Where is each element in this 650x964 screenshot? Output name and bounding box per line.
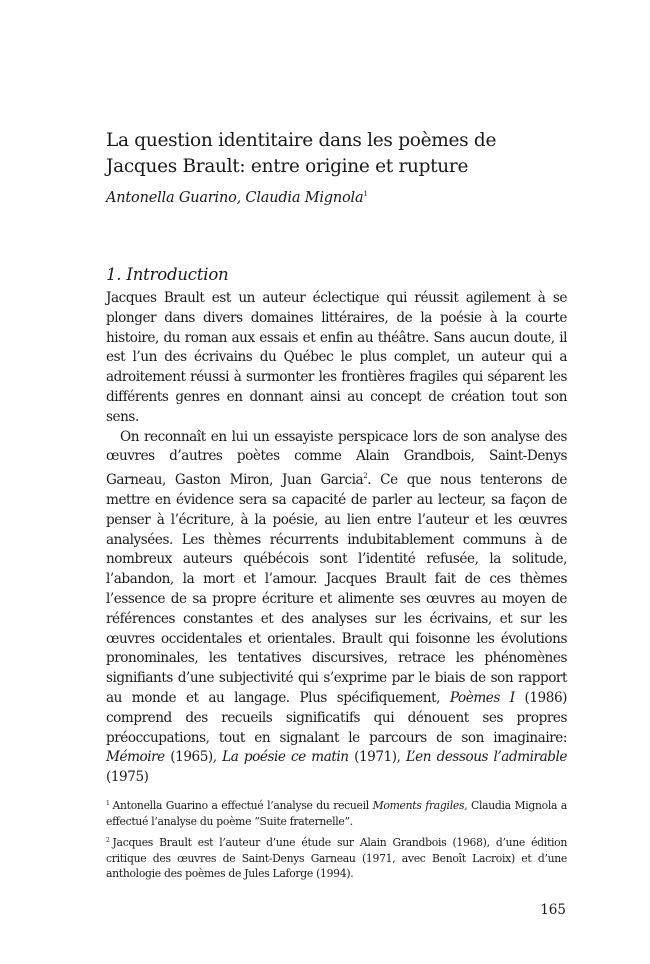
page-number: 165 bbox=[540, 902, 566, 918]
paragraph-2-part-2: . Ce que nous tenterons de mettre en évidence sera sa capacité de parler au lecteur, sa façon de penser à l’écriture, à la poésie, au lien entre l’auteur et les œuvres analysées. Les thèmes récurrents indubitablement communs à de nombreux auteurs québécois sont l’identité refusée, la solitude, l’abandon, la mort et l’amour. Jacques Brault fait de ces thèmes l’essence de sa propre écriture et alimente ses œuvres au moyen de références constantes et des analyses sur les écrivains, et sur les œuvres occidentales et orientales. Brault qui foisonne les évolutions pronominales, les tentatives discursives, retrace les phénomènes signifiants d’une subjectivité qui s’exprime par le biais de son rapport au monde et au langage. Plus spécifiquement, bbox=[106, 472, 567, 706]
footnote-2-mark: 2 bbox=[106, 837, 110, 844]
body-text bbox=[106, 289, 567, 788]
footnote-2 bbox=[106, 833, 567, 882]
work-title-moments-fragiles: Moments fragiles bbox=[372, 799, 465, 812]
work-title-poemes-i: Poèmes I bbox=[449, 689, 515, 706]
section-heading: 1. Introduction bbox=[106, 265, 229, 284]
footnotes bbox=[106, 796, 567, 882]
footnote-mark-2: 2 bbox=[363, 472, 368, 481]
paragraph-2-part-1: On reconnaît en lui un essayiste perspicace lors de son analyse des œuvres d’autres poètes comme Alain Grandbois, Saint-Denys Garneau, Gaston Miron, Juan Garcia bbox=[106, 428, 567, 489]
work-title-memoire: Mémoire bbox=[106, 749, 165, 766]
footnote-1-part-2: , Claudia Mignola a effectué l’analyse du poème “Suite fraternelle”. bbox=[106, 799, 567, 828]
paragraph-2-part-4: (1965), bbox=[164, 749, 223, 766]
footnote-1-part-1: Antonella Guarino a effectué l’analyse du recueil bbox=[112, 799, 373, 812]
chapter-authors bbox=[106, 183, 368, 209]
work-title-l-en-dessous-l-admirable: L’en dessous l’admirable bbox=[405, 749, 568, 766]
paragraph-1: Jacques Brault est un auteur éclectique qui réussit agilement à se plonger dans divers domaines littéraires, de la poésie à la courte histoire, du roman aux essais et enfin au théâtre. Sans aucun doute, il est l’un des écrivains du Québec le plus complet, un auteur qui a adroitement réussi à surmonter les frontières fragiles qui séparent les différents genres en donnant ainsi au concept de création tout son sens. bbox=[106, 290, 567, 425]
paragraph-2 bbox=[106, 428, 567, 788]
work-title-la-poesie-ce-matin: La poésie ce matin bbox=[222, 749, 349, 766]
footnote-1 bbox=[106, 796, 567, 829]
chapter-title: La question identitaire dans les poèmes de Jacques Brault: entre origine et rupture bbox=[106, 130, 497, 177]
paragraph-2-part-5: (1971), bbox=[348, 749, 406, 766]
authors-names: Antonella Guarino, Claudia Mignola bbox=[106, 190, 364, 206]
paragraph-2-part-6: (1975) bbox=[106, 769, 149, 786]
footnote-mark-1: 1 bbox=[363, 190, 368, 198]
paragraph-2-part-3: (1986) comprend des recueils significatifs qui dénouent ses propres préoccupations, tout en signalant le parcours de son imaginaire: bbox=[106, 689, 568, 746]
footnote-1-mark: 1 bbox=[106, 800, 110, 807]
footnote-2-text: Jacques Brault est l’auteur d’une étude sur Alain Grandbois (1968), d’une édition critique des œuvres de Saint-Denys Garneau (1971, avec Benoît Lacroix) et d’une anthologie des poèmes de Jules Laforge (1994). bbox=[106, 836, 567, 880]
